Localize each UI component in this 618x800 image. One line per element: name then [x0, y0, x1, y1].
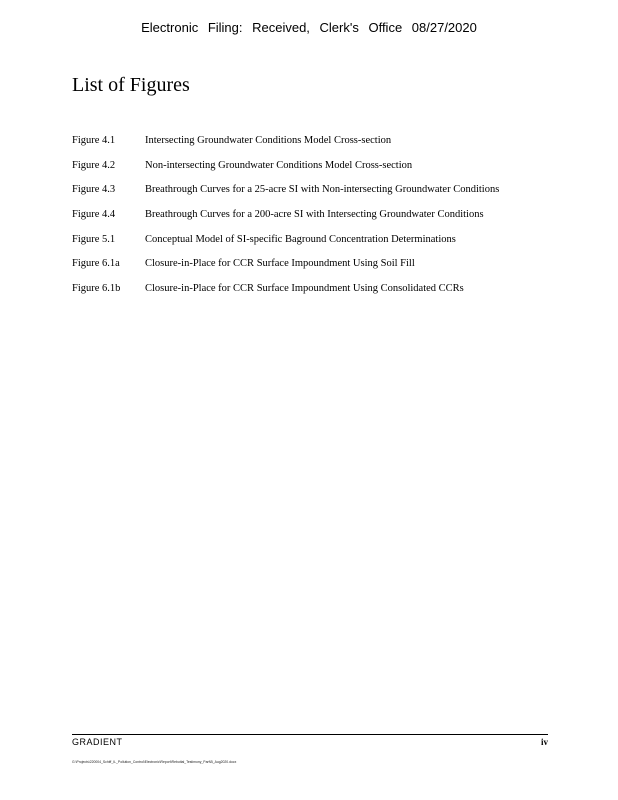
figure-entry[interactable]	[72, 234, 552, 259]
figure-caption: Conceptual Model of SI-specific Baground Concentration Determinations	[145, 233, 456, 245]
figure-entry[interactable]	[72, 209, 552, 234]
page-title: List of Figures	[72, 74, 190, 96]
figure-caption: Intersecting Groundwater Conditions Model Cross-section	[145, 135, 392, 146]
footer-divider	[72, 734, 548, 735]
file-path: G:\Projects\220004_Schiff_IL_Pollution_Control\Electronic\Report\Rebuttal_Testimony_Part\B_Aug2020.docx	[72, 760, 237, 764]
figure-caption: Closure-in-Place for CCR Surface Impoundment Using Consolidated CCRs	[145, 283, 464, 295]
figure-entry[interactable]	[72, 184, 552, 209]
company-logo: GRADIENT	[72, 737, 123, 747]
figure-entry[interactable]	[72, 160, 552, 185]
figure-number: Figure 6.1a	[72, 258, 120, 270]
figure-number: Figure 5.1	[72, 233, 116, 245]
figure-entry[interactable]	[72, 283, 552, 308]
figure-number: Figure 6.1b	[72, 283, 121, 295]
figure-list	[72, 135, 552, 308]
figure-entry[interactable]	[72, 135, 552, 160]
page-number: iv	[540, 737, 548, 747]
figure-number: Figure 4.4	[72, 209, 116, 221]
figure-caption: Closure-in-Place for CCR Surface Impoundment Using Soil Fill	[145, 258, 415, 270]
filing-stamp: Electronic Filing: Received, Clerk's Office 08/27/2020	[141, 20, 477, 35]
figure-caption: Breathrough Curves for a 25-acre SI with Non-intersecting Groundwater Conditions	[145, 184, 500, 196]
figure-entry[interactable]	[72, 258, 552, 283]
figure-caption: Non-intersecting Groundwater Conditions Model Cross-section	[145, 159, 413, 171]
figure-number: Figure 4.3	[72, 184, 116, 196]
figure-number: Figure 4.2	[72, 159, 116, 171]
figure-number: Figure 4.1	[72, 135, 116, 146]
figure-caption: Breathrough Curves for a 200-acre SI with Intersecting Groundwater Conditions	[145, 209, 484, 221]
